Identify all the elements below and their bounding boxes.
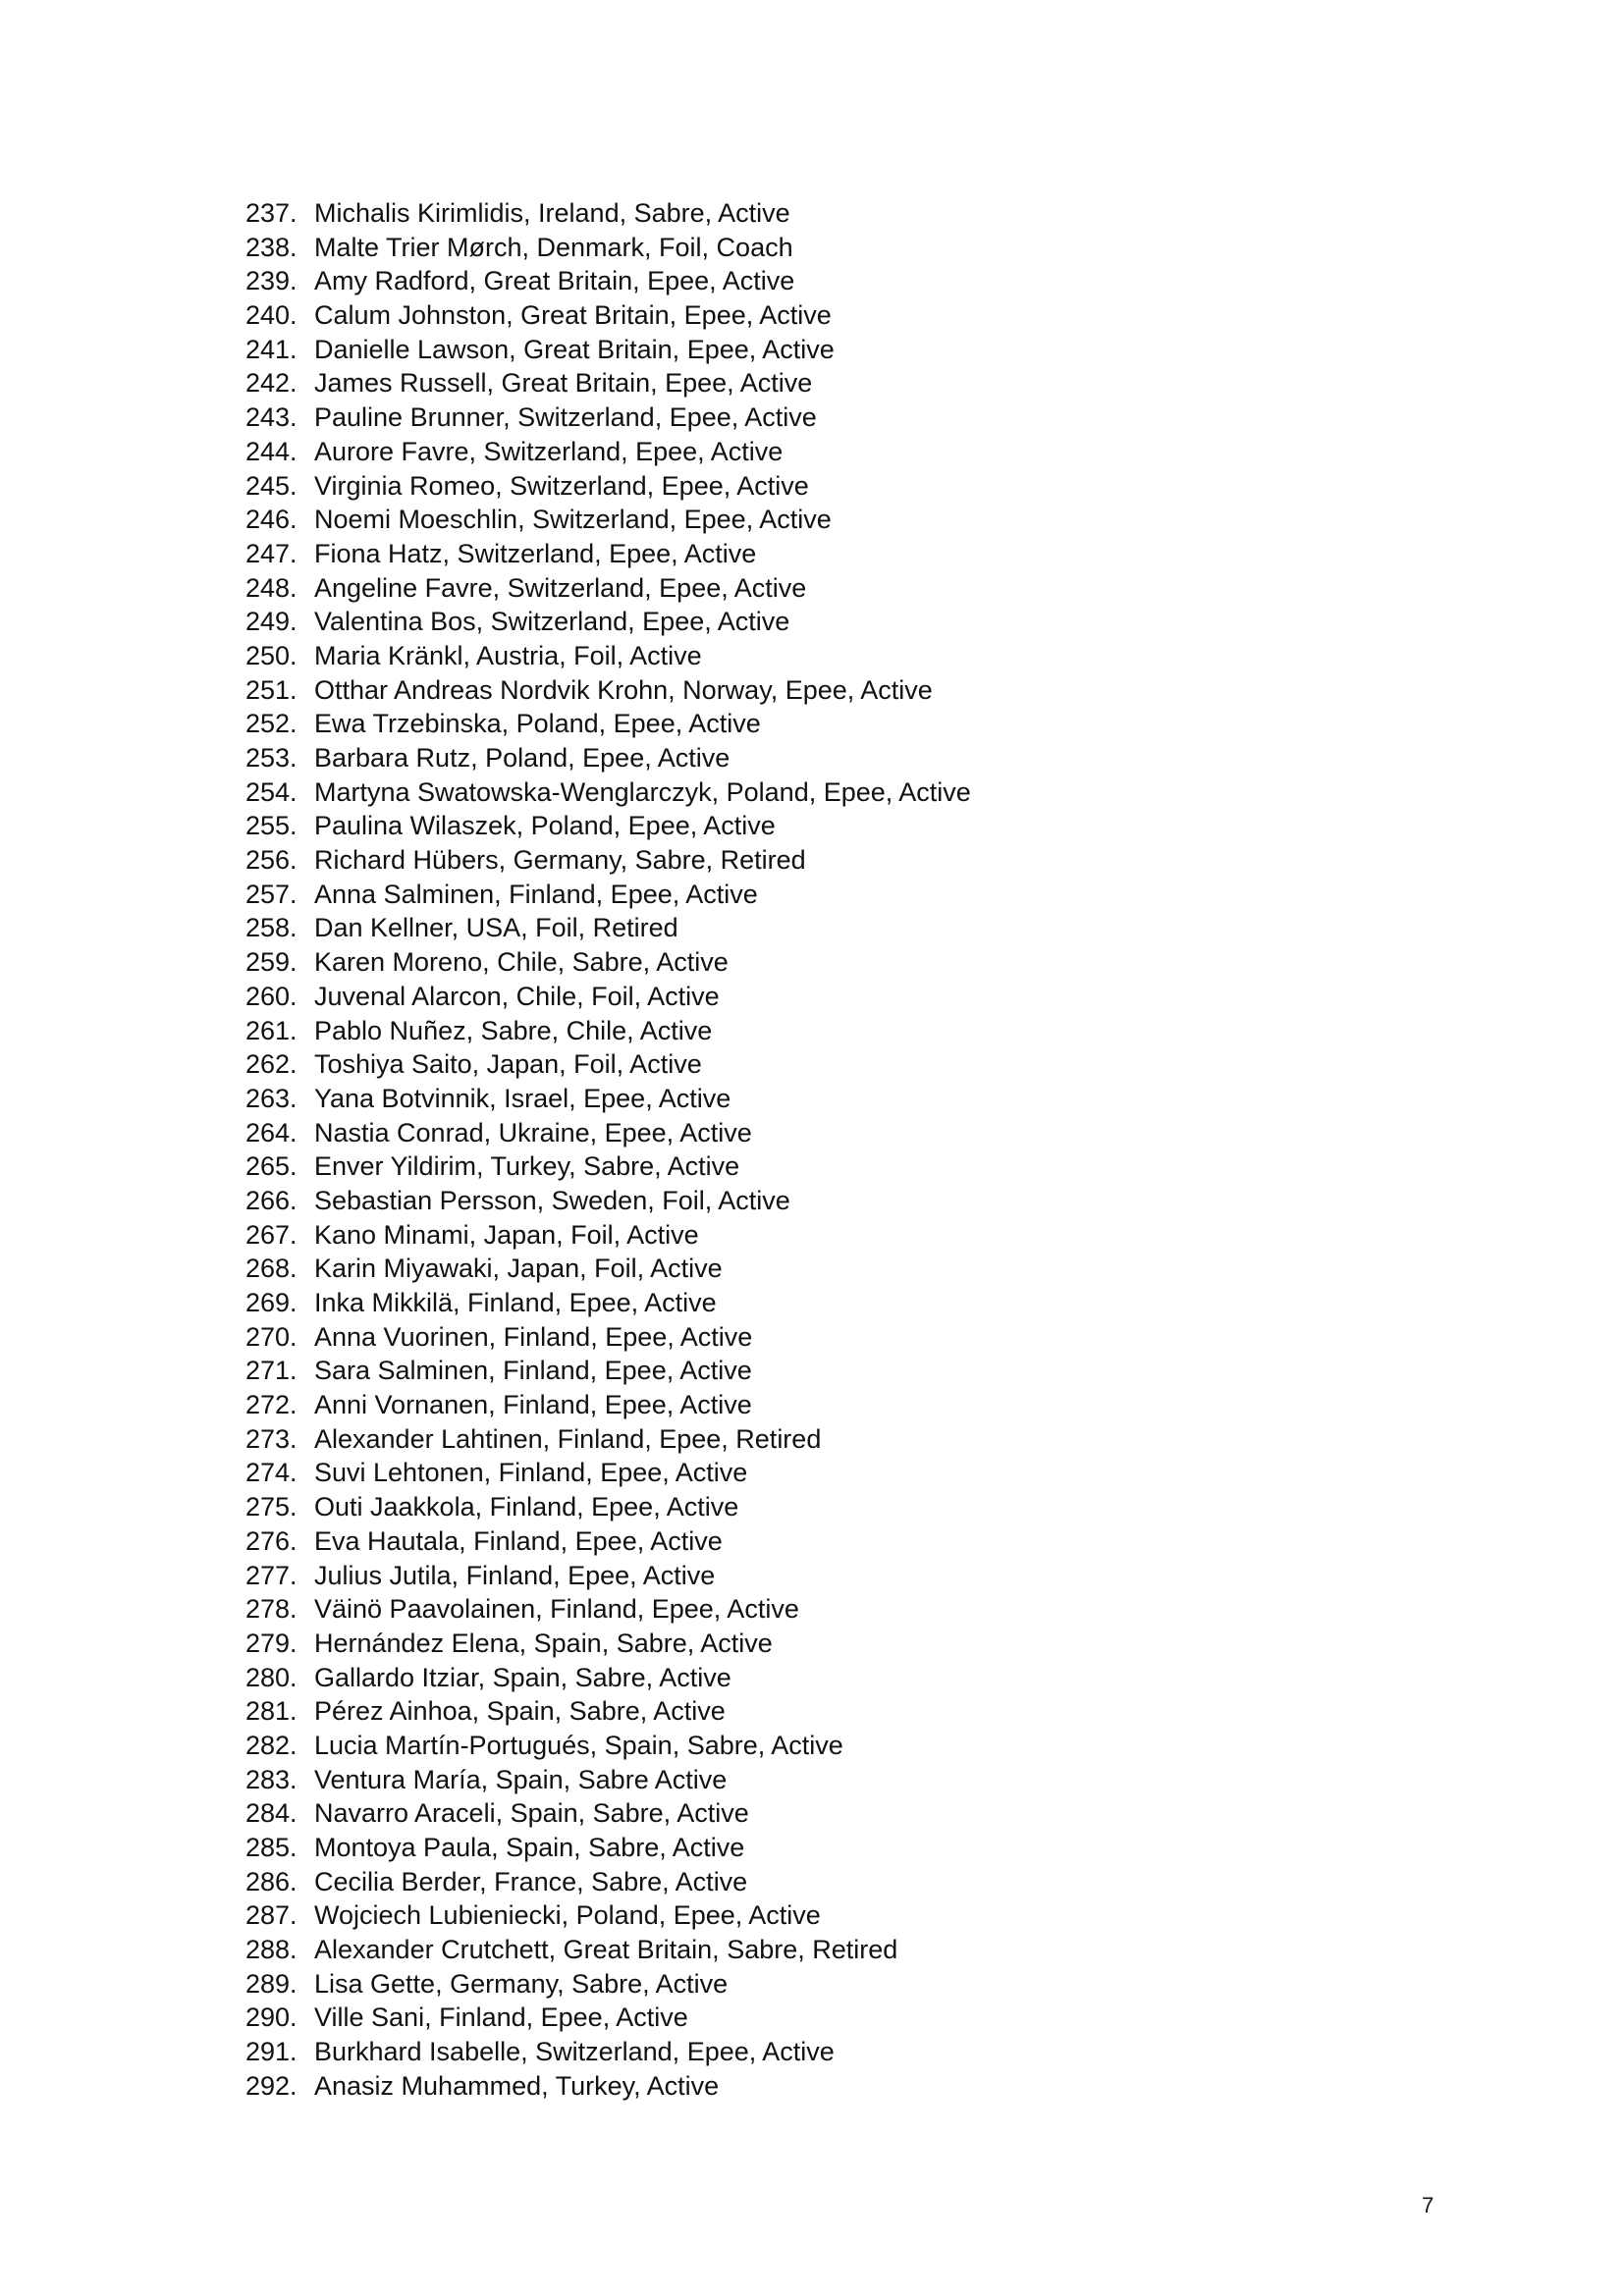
list-item-text: Michalis Kirimlidis, Ireland, Sabre, Active [314, 198, 790, 228]
list-item-text: Julius Jutila, Finland, Epee, Active [314, 1560, 716, 1590]
list-item [245, 1388, 971, 1422]
list-item-number: 261. [245, 1015, 298, 1045]
list-item [245, 469, 971, 504]
list-item [245, 2035, 971, 2069]
list-item-text: Inka Mikkilä, Finland, Epee, Active [314, 1288, 717, 1317]
list-item-text: Pauline Brunner, Switzerland, Epee, Active [314, 402, 817, 433]
list-item-number: 254. [245, 776, 298, 807]
list-item-text: Maria Kränkl, Austria, Foil, Active [314, 640, 702, 670]
list-item [245, 503, 971, 537]
page-number: 7 [1422, 2193, 1435, 2217]
list-item [245, 1796, 971, 1831]
list-item-text: Anni Vornanen, Finland, Epee, Active [314, 1390, 752, 1420]
list-item [245, 1933, 971, 1967]
list-item-number: 291. [245, 2037, 298, 2067]
list-item-text: Nastia Conrad, Ukraine, Epee, Active [314, 1117, 752, 1148]
list-item [245, 775, 971, 810]
list-item [245, 1661, 971, 1695]
list-item [245, 639, 971, 673]
list-item-number: 265. [245, 1151, 298, 1182]
list-item [245, 1592, 971, 1627]
list-item-text: Suvi Lehtonen, Finland, Epee, Active [314, 1458, 748, 1488]
list-item [245, 707, 971, 741]
list-item-text: Barbara Rutz, Poland, Epee, Active [314, 743, 731, 773]
list-item-number: 276. [245, 1525, 298, 1556]
list-item-text: Anna Vuorinen, Finland, Epee, Active [314, 1321, 753, 1352]
list-item-text: Anasiz Muhammed, Turkey, Active [314, 2070, 720, 2101]
list-item [245, 1967, 971, 2002]
list-item [245, 809, 971, 843]
list-item-number: 260. [245, 981, 298, 1011]
list-item [245, 1729, 971, 1763]
list-item-text: Burkhard Isabelle, Switzerland, Epee, Active [314, 2037, 835, 2067]
list-item-number: 240. [245, 300, 298, 331]
list-item [245, 1694, 971, 1729]
list-item-number: 243. [245, 402, 298, 433]
list-item-text: Paulina Wilaszek, Poland, Epee, Active [314, 811, 776, 841]
list-item [245, 1218, 971, 1253]
list-item-number: 266. [245, 1185, 298, 1215]
list-item [245, 945, 971, 980]
list-item-text: Noemi Moeschlin, Switzerland, Epee, Active [314, 505, 832, 535]
list-item-text: Martyna Swatowska-Wenglarczyk, Poland, Epee, Active [314, 776, 971, 807]
list-item-number: 275. [245, 1492, 298, 1522]
list-item-number: 290. [245, 2002, 298, 2033]
list-item-number: 269. [245, 1288, 298, 1317]
list-item-text: Pablo Nuñez, Sabre, Chile, Active [314, 1015, 713, 1045]
list-item-text: Enver Yildirim, Turkey, Sabre, Active [314, 1151, 740, 1182]
list-item [245, 1014, 971, 1048]
list-item-text: Outi Jaakkola, Finland, Epee, Active [314, 1492, 739, 1522]
list-item-text: Ewa Trzebinska, Poland, Epee, Active [314, 709, 761, 739]
list-item-number: 267. [245, 1219, 298, 1250]
list-item-text: Pérez Ainhoa, Spain, Sabre, Active [314, 1696, 726, 1727]
list-item-number: 264. [245, 1117, 298, 1148]
list-item-number: 285. [245, 1833, 298, 1862]
list-item-number: 246. [245, 505, 298, 535]
list-item-text: Eva Hautala, Finland, Epee, Active [314, 1525, 723, 1556]
list-item-number: 251. [245, 674, 298, 705]
list-item-text: Sara Salminen, Finland, Epee, Active [314, 1356, 752, 1386]
list-item [245, 741, 971, 775]
list-item-number: 248. [245, 572, 298, 603]
list-item-text: Calum Johnston, Great Britain, Epee, Active [314, 300, 832, 331]
list-item-text: Alexander Lahtinen, Finland, Epee, Retired [314, 1423, 822, 1454]
list-item [245, 1082, 971, 1116]
list-item [245, 911, 971, 945]
list-item-text: Lisa Gette, Germany, Sabre, Active [314, 1968, 729, 1999]
numbered-entry-list [245, 196, 971, 2104]
list-item-text: Montoya Paula, Spain, Sabre, Active [314, 1833, 745, 1862]
list-item-number: 257. [245, 879, 298, 909]
list-item [245, 1320, 971, 1355]
list-item [245, 231, 971, 265]
list-item [245, 1831, 971, 1865]
list-item-number: 280. [245, 1662, 298, 1692]
list-item-text: Hernández Elena, Spain, Sabre, Active [314, 1628, 773, 1658]
list-item [245, 264, 971, 298]
list-item-text: Fiona Hatz, Switzerland, Epee, Active [314, 538, 757, 568]
list-item [245, 1252, 971, 1286]
list-item-number: 284. [245, 1798, 298, 1829]
list-item [245, 843, 971, 878]
list-item-number: 263. [245, 1083, 298, 1113]
list-item-number: 273. [245, 1423, 298, 1454]
list-item [245, 400, 971, 435]
list-item-number: 256. [245, 845, 298, 876]
list-item [245, 1456, 971, 1490]
list-item-number: 253. [245, 743, 298, 773]
list-item-text: Anna Salminen, Finland, Epee, Active [314, 879, 758, 909]
list-item-text: Angeline Favre, Switzerland, Epee, Active [314, 572, 807, 603]
list-item-number: 237. [245, 198, 298, 228]
list-item-text: Richard Hübers, Germany, Sabre, Retired [314, 845, 806, 876]
list-item-number: 277. [245, 1560, 298, 1590]
list-item [245, 537, 971, 571]
list-item-text: Dan Kellner, USA, Foil, Retired [314, 913, 678, 943]
list-item-number: 271. [245, 1356, 298, 1386]
list-item [245, 1898, 971, 1933]
list-item [245, 298, 971, 333]
list-item [245, 1559, 971, 1593]
list-item [245, 1149, 971, 1184]
list-item-number: 286. [245, 1866, 298, 1896]
list-item-text: Navarro Araceli, Spain, Sabre, Active [314, 1798, 749, 1829]
list-item-number: 274. [245, 1458, 298, 1488]
list-item-text: Valentina Bos, Switzerland, Epee, Active [314, 607, 790, 637]
list-item [245, 1422, 971, 1457]
list-item [245, 196, 971, 231]
list-item [245, 2001, 971, 2035]
list-item-number: 289. [245, 1968, 298, 1999]
list-item [245, 333, 971, 367]
list-item [245, 1763, 971, 1797]
list-item-number: 281. [245, 1696, 298, 1727]
list-item-number: 241. [245, 334, 298, 364]
list-item [245, 605, 971, 639]
list-item-number: 283. [245, 1764, 298, 1794]
list-item-number: 262. [245, 1049, 298, 1080]
list-item [245, 1116, 971, 1150]
list-item-number: 239. [245, 266, 298, 296]
list-item-text: Ventura María, Spain, Sabre Active [314, 1764, 728, 1794]
list-item [245, 2069, 971, 2104]
list-item-text: Aurore Favre, Switzerland, Epee, Active [314, 436, 784, 466]
list-item [245, 878, 971, 912]
list-item-text: Gallardo Itziar, Spain, Sabre, Active [314, 1662, 731, 1692]
list-item-number: 278. [245, 1594, 298, 1625]
list-item-text: Amy Radford, Great Britain, Epee, Active [314, 266, 795, 296]
list-item-text: Yana Botvinnik, Israel, Epee, Active [314, 1083, 731, 1113]
list-item [245, 435, 971, 469]
list-item-number: 238. [245, 232, 298, 262]
list-item [245, 366, 971, 400]
list-item-text: Karin Miyawaki, Japan, Foil, Active [314, 1254, 723, 1284]
list-item-number: 250. [245, 640, 298, 670]
list-item-text: Otthar Andreas Nordvik Krohn, Norway, Epee, Active [314, 674, 933, 705]
list-item-number: 279. [245, 1628, 298, 1658]
list-item [245, 1286, 971, 1320]
list-item [245, 1184, 971, 1218]
list-item-number: 268. [245, 1254, 298, 1284]
list-item-text: Kano Minami, Japan, Foil, Active [314, 1219, 699, 1250]
list-item-text: Toshiya Saito, Japan, Foil, Active [314, 1049, 702, 1080]
list-item-text: Juvenal Alarcon, Chile, Foil, Active [314, 981, 720, 1011]
list-item-text: Malte Trier Mørch, Denmark, Foil, Coach [314, 232, 793, 262]
list-item-number: 252. [245, 709, 298, 739]
list-item [245, 1490, 971, 1524]
list-item-text: Ville Sani, Finland, Epee, Active [314, 2002, 688, 2033]
list-item [245, 571, 971, 606]
list-item-text: Lucia Martín-Portugués, Spain, Sabre, Active [314, 1730, 843, 1760]
list-item-number: 242. [245, 368, 298, 399]
list-item-text: Virginia Romeo, Switzerland, Epee, Active [314, 470, 809, 501]
list-item-text: Danielle Lawson, Great Britain, Epee, Active [314, 334, 835, 364]
list-item-number: 282. [245, 1730, 298, 1760]
list-item [245, 1524, 971, 1559]
list-item-number: 272. [245, 1390, 298, 1420]
list-item-number: 270. [245, 1321, 298, 1352]
list-item-number: 245. [245, 470, 298, 501]
list-item [245, 1865, 971, 1899]
list-item-number: 259. [245, 947, 298, 978]
list-item-number: 255. [245, 811, 298, 841]
list-item-text: Karen Moreno, Chile, Sabre, Active [314, 947, 729, 978]
list-item-text: Alexander Crutchett, Great Britain, Sabre, Retired [314, 1935, 898, 1965]
list-item-text: Sebastian Persson, Sweden, Foil, Active [314, 1185, 790, 1215]
list-item-number: 247. [245, 538, 298, 568]
list-item [245, 1627, 971, 1661]
list-item-number: 287. [245, 1900, 298, 1931]
list-item [245, 1354, 971, 1388]
list-item [245, 673, 971, 708]
list-item-number: 288. [245, 1935, 298, 1965]
list-item-text: Väinö Paavolainen, Finland, Epee, Active [314, 1594, 799, 1625]
list-item-number: 292. [245, 2070, 298, 2101]
list-item-text: James Russell, Great Britain, Epee, Active [314, 368, 813, 399]
list-item [245, 980, 971, 1014]
list-item-number: 249. [245, 607, 298, 637]
list-item-text: Wojciech Lubieniecki, Poland, Epee, Active [314, 1900, 821, 1931]
list-item-number: 244. [245, 436, 298, 466]
list-item [245, 1047, 971, 1082]
list-item-text: Cecilia Berder, France, Sabre, Active [314, 1866, 748, 1896]
list-item-number: 258. [245, 913, 298, 943]
